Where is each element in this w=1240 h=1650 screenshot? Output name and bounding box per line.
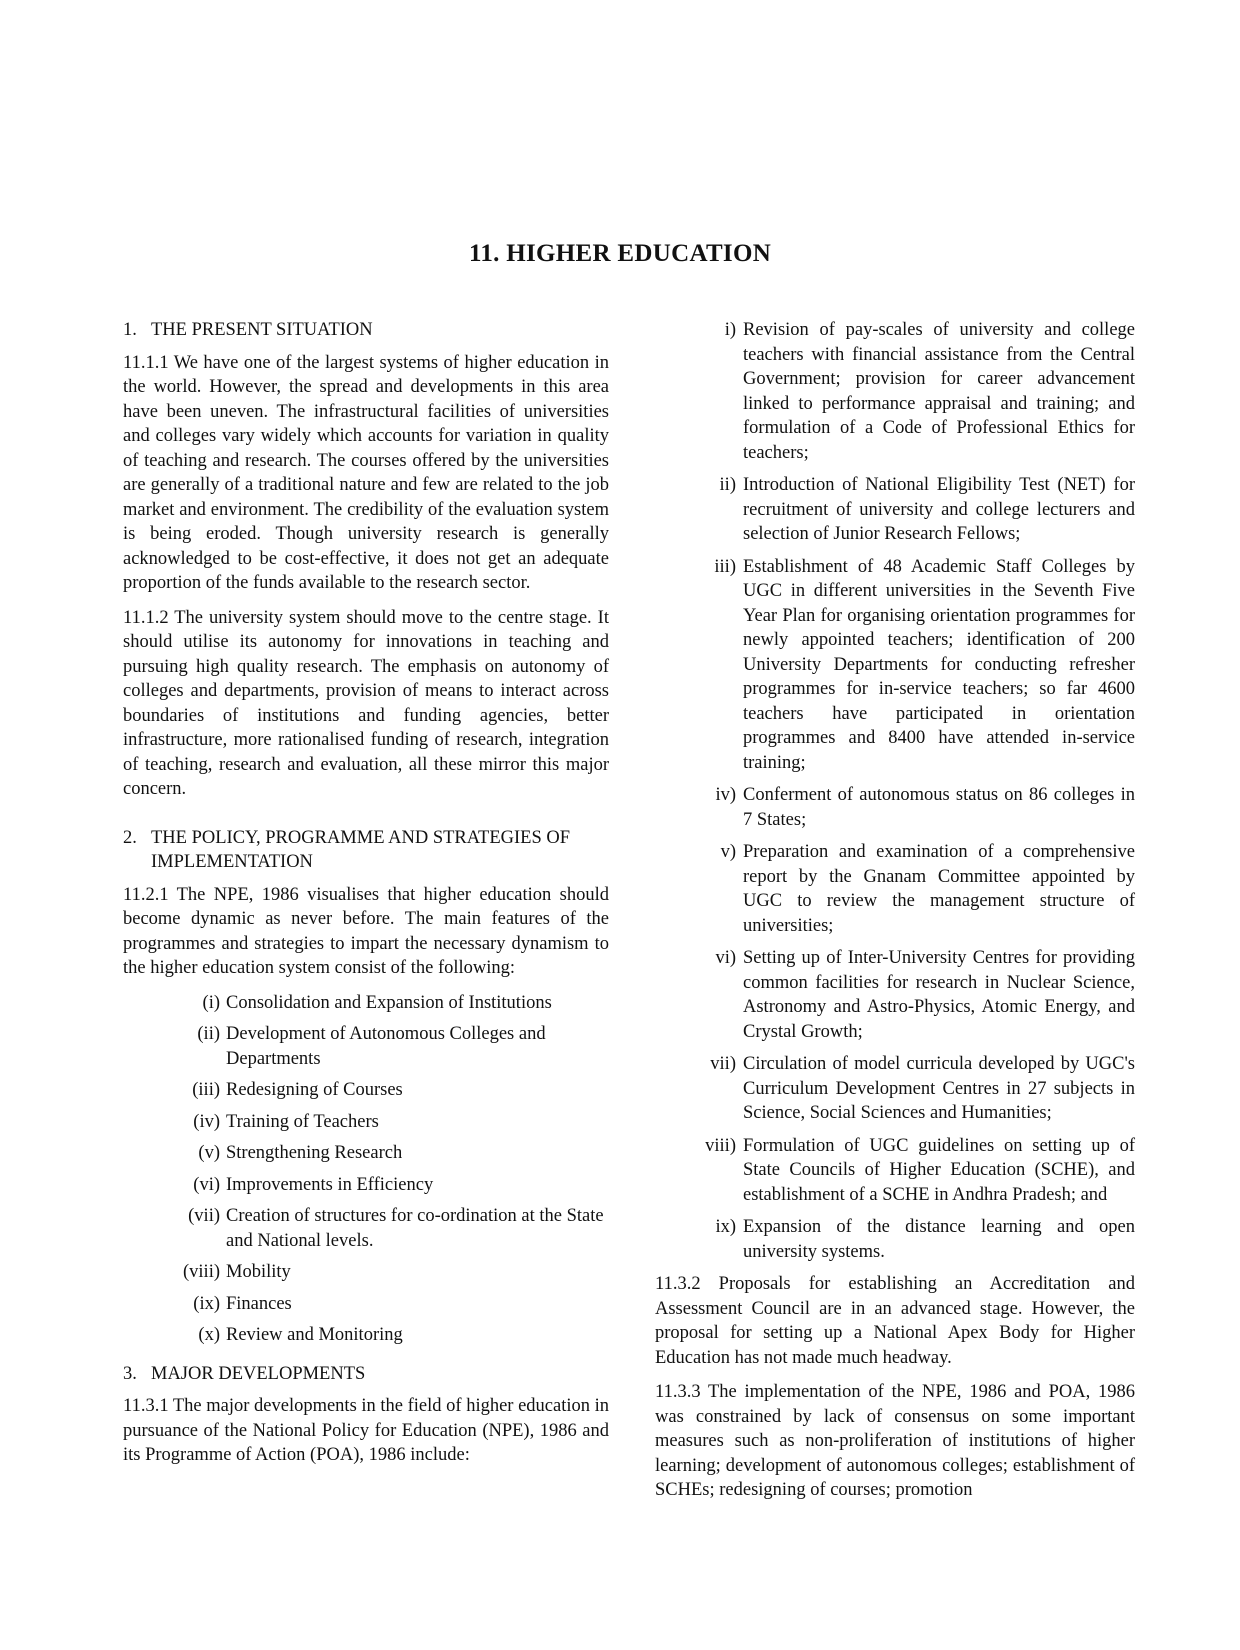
section-number: 3. <box>123 1363 137 1384</box>
section-heading-major-developments <box>123 1362 609 1387</box>
list-item-number: (ix) <box>193 1293 220 1314</box>
list-item-text: Formulation of UGC guidelines on setting up of State Councils of Higher Education (SCHE), and establishment of a SCHE in Andhra Pradesh; and <box>743 1135 1135 1205</box>
list-item <box>655 1215 1135 1264</box>
paragraph-11-1-1: 11.1.1 We have one of the largest systems of higher education in the world. However, the spread and developments in this area have been uneven. The infrastructural facilities of universities and colleges vary widely which accounts for variation in quality of teaching and research. The courses offered by the universities are generally of a traditional nature and few are related to the job market and environment. The credibility of the evaluation system is being eroded. Though university research is generally acknowledged to be cost-effective, it does not get an adequate proportion of the funds available to the research sector. <box>123 352 609 593</box>
list-item <box>655 946 1135 1044</box>
list-item-number: (vii) <box>188 1206 220 1226</box>
list-item <box>655 473 1135 547</box>
section-title: THE POLICY, PROGRAMME AND STRATEGIES OF IMPLEMENTATION <box>151 827 571 872</box>
list-item <box>123 1110 609 1135</box>
list-item <box>655 318 1135 465</box>
list-item-number: (i) <box>202 992 220 1013</box>
list-item <box>123 1292 609 1317</box>
list-item <box>123 991 609 1016</box>
list-item <box>655 1052 1135 1126</box>
paragraph-11-1-2: 11.1.2 The university system should move to the centre stage. It should utilise its autonomy for innovations in teaching and pursuing high quality research. The emphasis on autonomy of colleges and departments, provision of means to interact across boundaries of institutions and funding agencies, better infrastructure, more rationalised funding of research, integration of teaching, research and evaluation, all these mirror this major concern. <box>123 607 609 799</box>
right-column <box>655 318 1135 1513</box>
list-item-number: iii) <box>714 556 736 577</box>
list-item-number: (x) <box>198 1325 220 1345</box>
list-item-text: Development of Autonomous Colleges and Departments <box>226 1024 546 1069</box>
list-item-number: iv) <box>715 785 736 805</box>
list-item-number: (ii) <box>197 1024 220 1044</box>
list-item-number: i) <box>724 320 736 340</box>
paragraph-11-3-1: 11.3.1 The major developments in the field of higher education in pursuance of the National Policy for Education (NPE), 1986 and its Programme of Action (POA), 1986 include: <box>123 1396 610 1465</box>
list-item-text: Circulation of model curricula developed by UGC's Curriculum Development Centres in 27 subjects in Science, Social Sciences and Humanities; <box>743 1054 1135 1123</box>
section-heading-policy <box>123 826 609 875</box>
list-item-text: Establishment of 48 Academic Staff Colleges by UGC in different universities in the Seventh Five Year Plan for organising orientation programmes for newly appointed teachers; identification of 200 University Departments for conducting refresher programmes for in-service teachers; so far 4600 teachers have participated in orientation programmes and 8400 have attended in-service training; <box>743 556 1135 773</box>
paragraph-11-3-3: 11.3.3 The implementation of the NPE, 1986 and POA, 1986 was constrained by lack of consensus on some important measures such as non-proliferation of institutions of higher learning; development of autonomous colleges; establishment of SCHEs; redesigning of courses; promotion <box>655 1382 1135 1500</box>
section-number: 1. <box>123 320 137 340</box>
list-item-text: Consolidation and Expansion of Institutions <box>226 992 552 1013</box>
list-item-text: Setting up of Inter-University Centres for providing common facilities for research in Nuclear Science, Astronomy and Astro-Physics, Atomic Energy, and Crystal Growth; <box>743 948 1135 1042</box>
section-number: 2. <box>123 827 137 848</box>
list-item-text: Improvements in Efficiency <box>226 1174 434 1195</box>
list-item-number: ix) <box>715 1217 736 1237</box>
list-item-text: Expansion of the distance learning and open university systems. <box>743 1217 1135 1262</box>
programme-features-list <box>123 991 609 1348</box>
list-item <box>123 1078 609 1103</box>
list-item-text: Conferment of autonomous status on 86 colleges in 7 States; <box>743 785 1135 830</box>
list-item-text: Preparation and examination of a comprehensive report by the Gnanam Committee appointed by UGC to review the management structure of universities; <box>743 842 1135 936</box>
list-item-text: Mobility <box>226 1262 291 1282</box>
list-item-text: Redesigning of Courses <box>226 1080 403 1100</box>
list-item <box>655 555 1135 776</box>
list-item <box>123 1022 609 1071</box>
page-title: 11. HIGHER EDUCATION <box>468 240 772 267</box>
list-item-text: Revision of pay-scales of university and college teachers with financial assistance from the Central Government; provision for career advancement linked to performance appraisal and training; and formulation of a Code of Professional Ethics for teachers; <box>743 320 1135 463</box>
list-item-number: ii) <box>719 475 736 495</box>
list-item <box>655 783 1135 832</box>
list-item-number: (viii) <box>183 1262 220 1282</box>
section-heading-present-situation <box>123 318 609 343</box>
list-item-number: viii) <box>705 1135 736 1156</box>
list-item-number: (v) <box>198 1143 220 1163</box>
list-item <box>123 1204 609 1253</box>
list-item-text: Finances <box>226 1293 292 1314</box>
paragraph-11-3-2: 11.3.2 Proposals for establishing an Accreditation and Assessment Council are in an advanced stage. However, the proposal for setting up a National Apex Body for Higher Education has not made much headway. <box>655 1274 1135 1368</box>
list-item-text: Strengthening Research <box>226 1143 403 1163</box>
list-item <box>123 1141 609 1166</box>
list-item-number: vii) <box>710 1054 736 1074</box>
left-column <box>123 318 609 1478</box>
list-item-number: vi) <box>715 948 736 968</box>
list-item-text: Creation of structures for co-ordination at the State and National levels. <box>226 1206 604 1251</box>
list-item-number: (iii) <box>192 1080 220 1100</box>
list-item-text: Review and Monitoring <box>226 1325 403 1345</box>
list-item-number: (vi) <box>193 1174 220 1195</box>
section-title: MAJOR DEVELOPMENTS <box>151 1363 366 1384</box>
paragraph-11-2-1: 11.2.1 The NPE, 1986 visualises that higher education should become dynamic as never before. The main features of the programmes and strategies to impart the necessary dynamism to the higher education system consist of the following: <box>123 884 609 978</box>
list-item-number: v) <box>720 842 736 862</box>
list-item <box>123 1260 609 1285</box>
section-title: THE PRESENT SITUATION <box>151 320 373 340</box>
list-item <box>123 1323 609 1348</box>
list-item-text: Introduction of National Eligibility Test (NET) for recruitment of university and college lecturers and selection of Junior Research Fellows; <box>743 475 1135 544</box>
list-item <box>123 1173 609 1198</box>
list-item <box>655 1134 1135 1208</box>
list-item-text: Training of Teachers <box>226 1111 379 1132</box>
list-item-number: (iv) <box>193 1111 220 1132</box>
list-item <box>655 840 1135 938</box>
